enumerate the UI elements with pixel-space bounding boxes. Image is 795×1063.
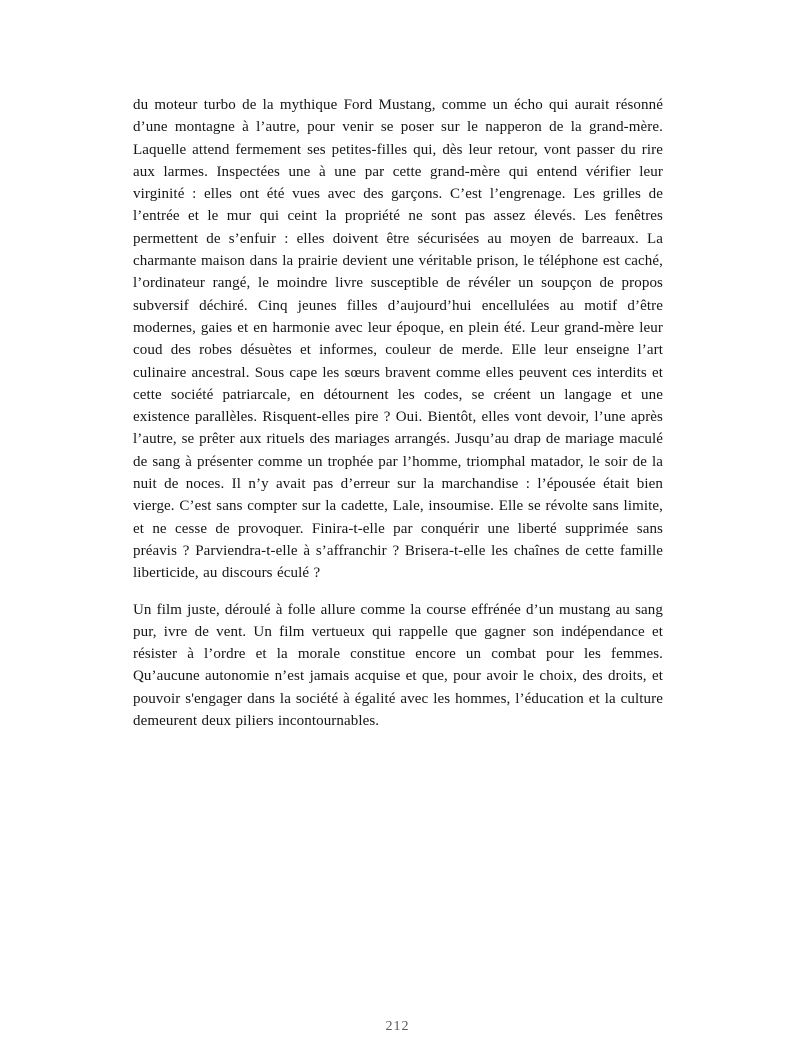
page-number: 212 (385, 1019, 410, 1034)
article-text (133, 94, 663, 732)
paragraph-review-body: du moteur turbo de la mythique Ford Mustang, comme un écho qui aurait résonné d’une montagne à l’autre, pour venir se poser sur le napperon de la grand-mère. Laquelle attend fermement ses petites-filles qui, dès leur retour, vont passer du rire aux larmes. Inspectées une à une par cette grand-mère qui entend vérifier leur virginité : elles ont été vues avec des garçons. C’est l’engrenage. Les grilles de l’entrée et le mur qui ceint la propriété ne sont pas assez élevés. Les fenêtres permettent de s’enfuir : elles doivent être sécurisées au moyen de barreaux. La charmante maison dans la prairie devient une véritable prison, le téléphone est caché, l’ordinateur rangé, le moindre livre susceptible de révéler un soupçon de propos subversif déchiré. Cinq jeunes filles d’aujourd’hui encellulées au motif d’être modernes, gaies et en harmonie avec leur époque, en plein été. Leur grand-mère leur coud des robes désuètes et informes, couleur de merde. Elle leur enseigne l’art culinaire ancestral. Sous cape les sœurs bravent comme elles peuvent ces interdits et cette société patriarcale, en détournent les codes, se créent un langage et une existence parallèles. Risquent-elles pire ? Oui. Bientôt, elles vont devoir, l’une après l’autre, se prêter aux rituels des mariages arrangés. Jusqu’au drap de mariage maculé de sang à présenter comme un trophée par l’homme, triomphal matador, le soir de la nuit de noces. Il n’y avait pas d’erreur sur la marchandise : l’épousée était bien vierge. C’est sans compter sur la cadette, Lale, insoumise. Elle se révolte sans limite, et ne cesse de provoquer. Finira-t-elle par conquérir une liberté supprimée sans préavis ? Parviendra-t-elle à s’affranchir ? Brisera-t-elle les chaînes de cette famille liberticide, au discours éculé ? (133, 97, 663, 582)
page-text-block (133, 94, 663, 732)
paragraph-review-conclusion: Un film juste, déroulé à folle allure comme la course effrénée d’un mustang au sang pur, ivre de vent. Un film vertueux qui rappelle que gagner son indépendance et résister à l’ordre et la morale constitue encore un combat pour les femmes. Qu’aucune autonomie n’est jamais acquise et que, pour avoir le choix, des droits, et pouvoir s'engager dans la société à égalité avec les hommes, l’éducation et la culture demeurent deux piliers incontournables. (133, 601, 663, 730)
page-footer (0, 1017, 795, 1035)
